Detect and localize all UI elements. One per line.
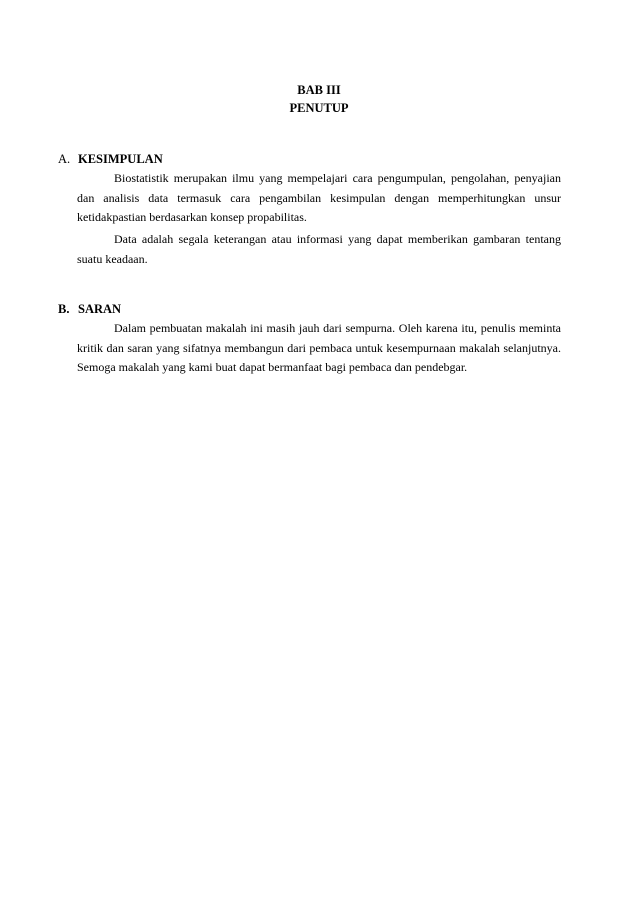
section-marker: B.: [58, 302, 70, 316]
section-heading-saran: [58, 300, 121, 318]
section-title: SARAN: [78, 302, 122, 316]
section-heading-kesimpulan: [58, 150, 163, 168]
paragraph-kesimpulan-1: Biostatistik merupakan ilmu yang mempelajari cara pengumpulan, pengolahan, penyajian dan analisis data termasuk cara pengambilan kesimpulan dengan memperhitungkan unsur ketidakpastian berdasarkan konsep propabilitas.: [77, 171, 561, 224]
section-marker: A.: [58, 152, 71, 166]
chapter-number: [0, 81, 638, 99]
section-title: KESIMPULAN: [78, 152, 163, 166]
chapter-title-text: PENUTUP: [289, 101, 349, 115]
paragraph-kesimpulan-2: Data adalah segala keterangan atau informasi yang dapat memberikan gambaran tentang suatu keadaan.: [77, 232, 561, 266]
chapter-title: [0, 99, 638, 117]
chapter-number-text: BAB III: [297, 83, 341, 97]
paragraph-saran-1: Dalam pembuatan makalah ini masih jauh dari sempurna. Oleh karena itu, penulis meminta kritik dan saran yang sifatnya membangun dari pembaca untuk kesempurnaan makalah selanjutnya. Semoga makalah yang kami buat dapat bermanfaat bagi pembaca dan pendebgar.: [77, 321, 561, 374]
